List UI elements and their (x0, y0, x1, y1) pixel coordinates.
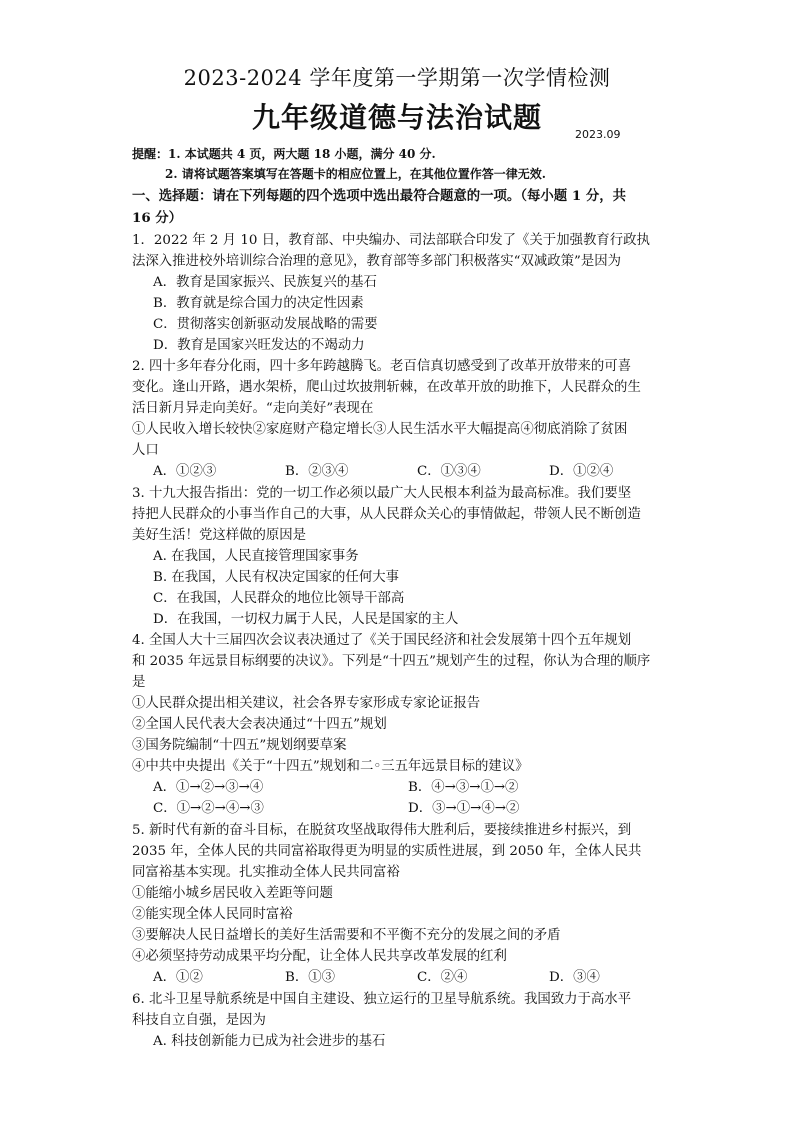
section-heading: 一、选择题：请在下列每题的四个选项中选出最符合题意的一项。（每小题 1 分，共 (132, 188, 627, 204)
q3-stem: 3. 十九大报告指出：党的一切工作必须以最广大人民根本利益为最高标准。我们要坚 (132, 486, 632, 501)
q3-option-c: C．在我国，人民群众的地位比领导干部高 (153, 591, 405, 606)
q2-options (153, 462, 681, 482)
exam-title-year: 2023-2024 学年度第一学期第一次学情检测 (183, 66, 611, 90)
q1-stem: 1．2022 年 2 月 10 日，教育部、中央编办、司法部联合印发了《关于加强教育行政执 (132, 233, 650, 248)
q3-stem-cont: 美好生活！党这样做的原因是 (132, 528, 307, 543)
q6-stem-cont: 科技自立自强，是因为 (132, 1013, 266, 1028)
q4-options-row-1 (153, 778, 663, 798)
q6-stem: 6. 北斗卫星导航系统是中国自主建设、独立运行的卫星导航系统。我国致力于高水平 (132, 992, 632, 1007)
notice-line-1: 提醒：1. 本试题共 4 页，两大题 18 小题，满分 40 分. (132, 147, 436, 161)
q1-option-d: D．教育是国家兴旺发达的不竭动力 (153, 338, 365, 353)
q4-option-c: C．①→②→④→③ (153, 801, 264, 816)
q5-item-3: ③要解决人民日益增长的美好生活需要和不平衡不充分的发展之间的矛盾 (132, 928, 561, 943)
q5-option-c: C．②④ (417, 970, 468, 985)
q5-option-a: A．①② (153, 970, 203, 985)
q1-stem-cont: 法深入推进校外培训综合治理的意见》，教育部等多部门积极落实“双减政策”是因为 (132, 254, 622, 269)
q5-item-2: ②能实现全体人民同时富裕 (132, 907, 293, 922)
q2-option-a: A．①②③ (153, 464, 217, 479)
q5-stem: 5. 新时代有新的奋斗目标，在脱贫攻坚战取得伟大胜利后，要接续推进乡村振兴，到 (132, 823, 632, 838)
q2-stem-cont: 变化。逢山开路，遇水架桥，爬山过坎披荆斩棘，在改革开放的助推下，人民群众的生 (132, 380, 641, 395)
q1-option-a: A．教育是国家振兴、民族复兴的基石 (153, 275, 377, 290)
q3-option-d: D．在我国，一切权力属于人民，人民是国家的主人 (153, 612, 459, 627)
q5-option-d: D．③④ (549, 970, 600, 985)
q4-item-4: ④中共中央提出《关于“十四五”规划和二◦三五年远景目标的建议》 (132, 759, 529, 774)
q2-items: ①人民收入增长较快②家庭财产稳定增长③人民生活水平大幅提高④彻底消除了贫困 (132, 422, 628, 437)
q2-option-d: D．①②④ (549, 464, 614, 479)
q4-option-d: D．③→①→④→② (408, 801, 520, 816)
q1-option-b: B．教育就是综合国力的决定性因素 (153, 296, 364, 311)
q5-item-1: ①能缩小城乡居民收入差距等问题 (132, 886, 333, 901)
q2-stem: 2. 四十多年春分化雨，四十多年跨越腾飞。老百信真切感受到了改革开放带来的可喜 (132, 359, 632, 374)
q4-option-a: A．①→②→③→④ (153, 780, 264, 795)
exam-date: 2023.09 (575, 128, 621, 141)
section-heading-cont: 16 分） (132, 210, 183, 226)
q4-item-3: ③国务院编制“十四五”规划纲要草案 (132, 738, 347, 753)
q4-item-2: ②全国人民代表大会表决通过“十四五”规划 (132, 717, 387, 732)
q5-stem-cont: 同富裕基本实现。扎实推动全体人民共同富裕 (132, 865, 400, 880)
q4-stem-cont: 是 (132, 675, 146, 690)
q2-items-cont: 人口 (132, 443, 159, 458)
q4-option-b: B．④→③→①→② (408, 780, 519, 795)
q3-option-b: B. 在我国，人民有权决定国家的任何大事 (153, 570, 399, 585)
q5-stem-cont: 2035 年，全体人民的共同富裕取得更为明显的实质性进展，到 2050 年，全体人民共 (132, 844, 642, 859)
q2-option-c: C．①③④ (417, 464, 481, 479)
q6-option-a: A. 科技创新能力已成为社会进步的基石 (153, 1034, 386, 1049)
notice-line-2: 2. 请将试题答案填写在答题卡的相应位置上，在其他位置作答一律无效. (165, 167, 546, 181)
q1-option-c: C．贯彻落实创新驱动发展战略的需要 (153, 317, 378, 332)
exam-title-subject: 九年级道德与法治试题 (251, 101, 542, 134)
q5-item-4: ④必须坚持劳动成果平均分配，让全体人民共享改革发展的红利 (132, 949, 507, 964)
q5-option-b: B．①③ (285, 970, 336, 985)
q3-stem-cont: 持把人民群众的小事当作自己的大事，从人民群众关心的事情做起，带领人民不断创造 (132, 507, 641, 522)
q5-options (153, 968, 681, 988)
q4-stem-cont: 和 2035 年远景目标纲要的决议》。下列是“十四五”规划产生的过程，你认为合理的顺序 (132, 654, 651, 669)
q3-option-a: A. 在我国，人民直接管理国家事务 (153, 549, 359, 564)
q4-options-row-2 (153, 799, 663, 819)
q2-option-b: B．②③④ (285, 464, 349, 479)
q2-stem-cont: 活日新月异走向美好。“走向美好”表现在 (132, 401, 374, 416)
q4-item-1: ①人民群众提出相关建议，社会各界专家形成专家论证报告 (132, 696, 481, 711)
q4-stem: 4. 全国人大十三届四次会议表决通过了《关于国民经济和社会发展第十四个五年规划 (132, 633, 632, 648)
